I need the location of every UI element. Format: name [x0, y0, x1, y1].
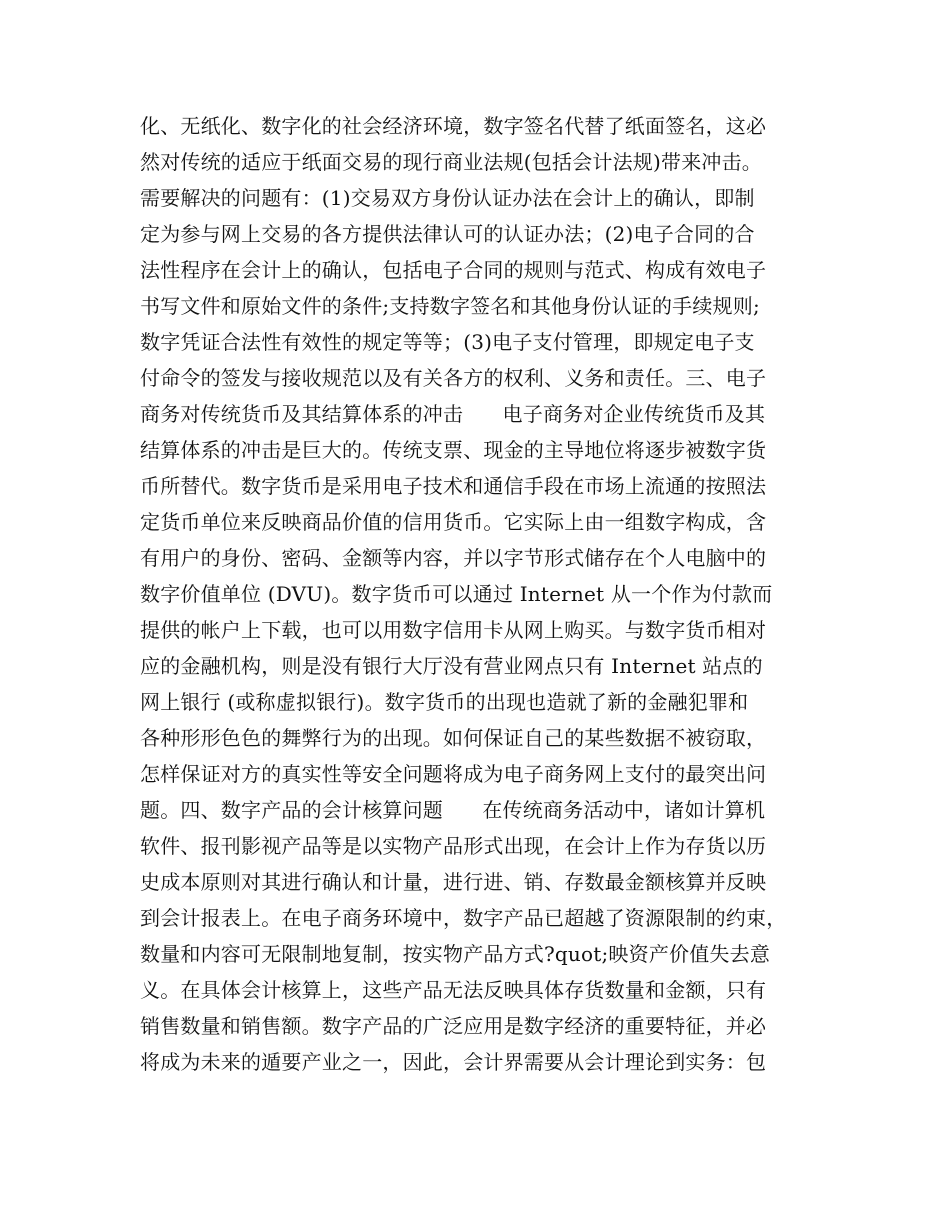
text-line: 到会计报表上。在电子商务环境中，数字产品已超越了资源限制的约束， [140, 906, 787, 930]
text-line: 化、无纸化、数字化的社会经济环境，数字签名代替了纸面签名，这必 [140, 114, 767, 138]
text-line: 定为参与网上交易的各方提供法律认可的认证办法；(2)电子合同的合 [140, 222, 755, 246]
text-line: 付命令的签发与接收规范以及有关各方的权利、义务和责任。三、电子 [140, 366, 767, 390]
text-line: 提供的帐户上下载，也可以用数字信用卡从网上购买。与数字货币相对 [140, 618, 767, 642]
text-line: 义。在具体会计核算上，这些产品无法反映具体存货数量和金额，只有 [140, 978, 767, 1002]
text-line: 数字价值单位 (DVU)。数字货币可以通过 Internet 从一个作为付款而 [140, 582, 773, 606]
text-line: 各种形形色色的舞弊行为的出现。如何保证自己的某些数据不被窃取， [140, 726, 767, 750]
text-line: 需要解决的问题有：(1)交易双方身份认证办法在会计上的确认，即制 [140, 186, 755, 210]
text-line: 币所替代。数字货币是采用电子技术和通信手段在市场上流通的按照法 [140, 474, 767, 498]
text-line: 数字凭证合法性有效性的规定等等；(3)电子支付管理，即规定电子支 [140, 330, 755, 354]
text-line: 定货币单位来反映商品价值的信用货币。它实际上由一组数字构成，含 [140, 510, 767, 534]
text-line: 数量和内容可无限制地复制，按实物产品方式?quot;映资产价值失去意 [140, 942, 771, 966]
text-line: 史成本原则对其进行确认和计量，进行进、销、存数最金额核算并反映 [140, 870, 767, 894]
text-line: 网上银行 (或称虚拟银行)。数字货币的出现也造就了新的金融犯罪和 [140, 690, 749, 714]
text-line: 商务对传统货币及其结算体系的冲击 电子商务对企业传统货币及其 [140, 402, 766, 426]
text-line: 软件、报刊影视产品等是以实物产品形式出现，在会计上作为存货以历 [140, 834, 767, 858]
body-text [140, 108, 840, 1080]
text-line: 销售数量和销售额。数字产品的广泛应用是数字经济的重要特征，并必 [140, 1014, 767, 1038]
text-line: 应的金融机构，则是没有银行大厅没有营业网点只有 Internet 站点的 [140, 654, 763, 678]
text-line: 将成为未来的遁要产业之一，因此，会计界需要从会计理论到实务：包 [140, 1050, 767, 1074]
text-line: 法性程序在会计上的确认，包括电子合同的规则与范式、构成有效电子 [140, 258, 767, 282]
text-line: 怎样保证对方的真实性等安全问题将成为电子商务网上支付的最突出问 [140, 762, 767, 786]
text-line: 然对传统的适应于纸面交易的现行商业法规(包括会计法规)带来冲击。 [140, 150, 763, 174]
text-line: 结算体系的冲击是巨大的。传统支票、现金的主导地位将逐步被数字货 [140, 438, 767, 462]
text-line: 有用户的身份、密码、金额等内容，并以字节形式储存在个人电脑中的 [140, 546, 767, 570]
text-line: 书写文件和原始文件的条件;支持数字签名和其他身份认证的手续规则; [140, 294, 760, 318]
text-line: 题。四、数字产品的会计核算问题 在传统商务活动中，诸如计算机 [140, 798, 766, 822]
